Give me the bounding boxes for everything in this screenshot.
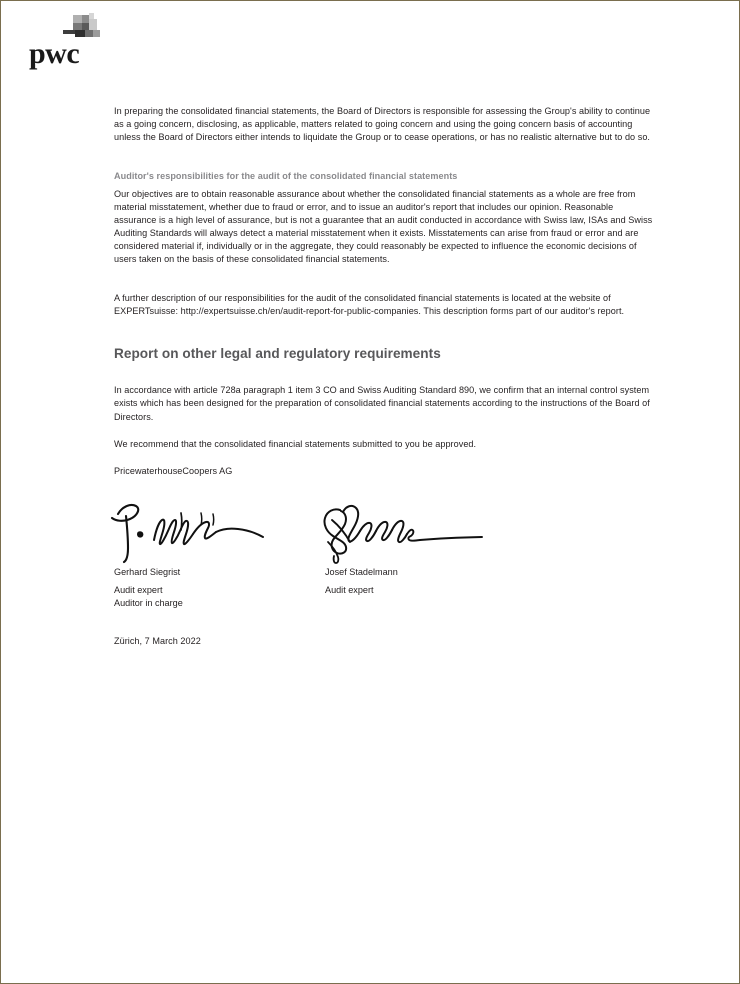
signatory-title-1: Audit expert bbox=[325, 584, 374, 595]
spacer bbox=[114, 451, 654, 464]
subheading-auditor-responsibilities: Auditor's responsibilities for the audit of the consolidated financial statements bbox=[114, 171, 458, 182]
pwc-logo-blocks bbox=[63, 13, 109, 39]
paragraph-internal-control: In accordance with article 728a paragraph 1 item 3 CO and Swiss Auditing Standard 890, we confirm that an internal control system exists which has been designed for the preparation of consolidated financial statements according to the instructions of the Board of Directors. bbox=[114, 385, 650, 422]
gerhard-siegrist-signature bbox=[96, 500, 266, 571]
report-content bbox=[114, 1, 654, 648]
signatory-name: Josef Stadelmann bbox=[325, 566, 398, 577]
signatory-title-2: Auditor in charge bbox=[114, 597, 183, 608]
firm-name: PricewaterhouseCoopers AG bbox=[114, 465, 233, 476]
signatory-block-2 bbox=[325, 566, 398, 597]
spacer bbox=[114, 478, 654, 500]
heading-report-other-legal: Report on other legal and regulatory requirements bbox=[114, 346, 441, 362]
spacer bbox=[114, 424, 654, 437]
spacer bbox=[114, 318, 654, 345]
spacer bbox=[114, 157, 654, 170]
pwc-wordmark: pwc bbox=[29, 37, 80, 70]
signatory-title-1: Audit expert bbox=[114, 584, 163, 595]
place-and-date: Zürich, 7 March 2022 bbox=[114, 635, 201, 646]
spacer bbox=[114, 144, 654, 157]
signatory-name: Gerhard Siegrist bbox=[114, 566, 181, 577]
signatory-names bbox=[114, 566, 654, 613]
paragraph-going-concern: In preparing the consolidated financial statements, the Board of Directors is responsible for assessing the Group's ability to continue as a going concern, disclosing, as applicable, matters related to going concern and using the going concern basis of accounting unless the Board of Directors either intends to liquidate the Group or to cease operations, or has no realistic alternative but to do so. bbox=[114, 106, 651, 143]
signature-area bbox=[114, 500, 654, 566]
paragraph-further-description: A further description of our responsibilities for the audit of the consolidated financial statements is located at the website of EXPERTsuisse: http://expertsuisse.ch/en/audit-report-for-public-companies. This description forms part of our auditor's report. bbox=[114, 293, 625, 317]
spacer bbox=[114, 613, 654, 635]
paragraph-objectives: Our objectives are to obtain reasonable assurance about whether the consolidated financial statements as a whole are free from material misstatement, whether due to fraud or error, and to issue an auditor's report that includes our opinion. Reasonable assurance is a high level of assurance, but is not a guarantee that an audit conducted in accordance with Swiss law, ISAs and Swiss Auditing Standards will always detect a material misstatement when it exists. Misstatements can arise from fraud or error and are considered material if, individually or in the aggregate, they could reasonably be expected to influence the economic decisions of users taken on the basis of these consolidated financial statements. bbox=[114, 188, 653, 265]
spacer bbox=[114, 362, 654, 384]
spacer bbox=[114, 266, 654, 279]
spacer bbox=[114, 279, 654, 292]
josef-stadelmann-signature bbox=[310, 500, 500, 571]
signatory-block-1 bbox=[114, 566, 183, 610]
paragraph-recommendation: We recommend that the consolidated financial statements submitted to you be approved. bbox=[114, 438, 477, 449]
